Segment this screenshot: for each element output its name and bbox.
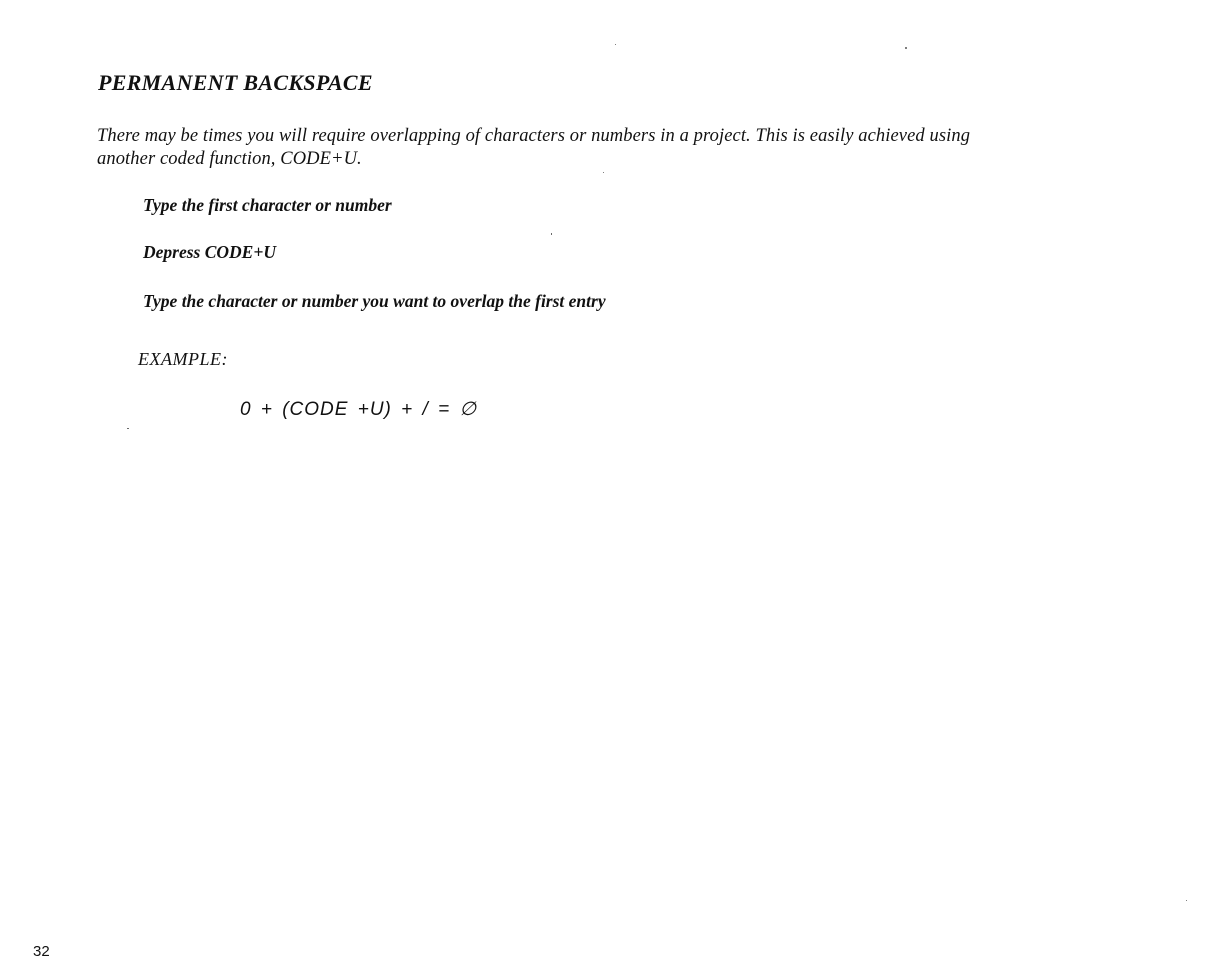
intro-line-2: another coded function, CODE+U. xyxy=(97,149,362,169)
step-type-first-character: Type the first character or number xyxy=(143,195,392,215)
example-label: EXAMPLE: xyxy=(138,349,228,369)
scan-speck xyxy=(551,233,552,235)
scan-speck xyxy=(615,44,616,45)
scan-speck xyxy=(1186,900,1187,901)
scan-speck xyxy=(905,47,907,49)
scan-speck xyxy=(127,428,129,429)
scan-speck xyxy=(603,172,604,173)
page-number: 32 xyxy=(33,943,50,960)
step-depress-code-u: Depress CODE+U xyxy=(143,242,276,262)
example-expression: 0 + (CODE +U) + / = ∅ xyxy=(240,399,478,420)
intro-line-1: There may be times you will require overlapping of characters or numbers in a project. This is easily achieved using xyxy=(97,126,971,146)
intro-paragraph xyxy=(97,125,1117,171)
section-heading: PERMANENT BACKSPACE xyxy=(98,70,373,95)
step-type-overlap-character: Type the character or number you want to overlap the first entry xyxy=(143,291,606,311)
